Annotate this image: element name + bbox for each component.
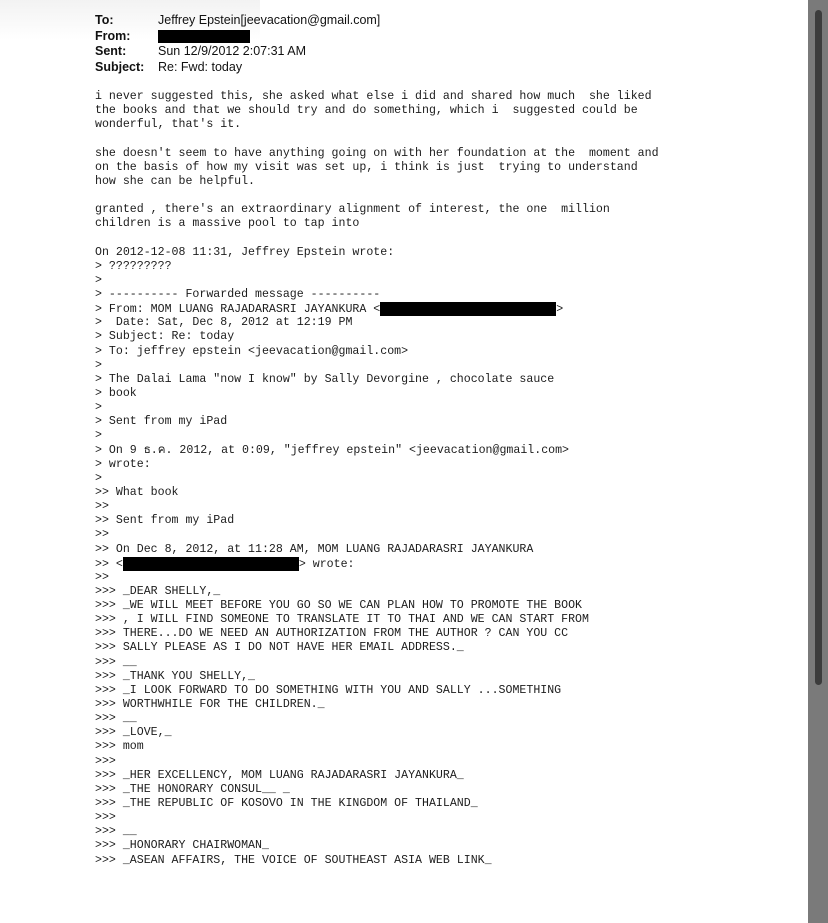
- body-line-text: >>>: [95, 754, 116, 768]
- body-line: [95, 147, 795, 161]
- scrollbar-thumb[interactable]: [815, 10, 822, 685]
- body-line-text: on the basis of how my visit was set up, i think is just trying to understand: [95, 160, 638, 174]
- body-line-text: children is a massive pool to tap into: [95, 217, 360, 231]
- body-line: [95, 769, 795, 783]
- to-value: Jeffrey Epstein[jeevacation@gmail.com]: [158, 13, 381, 27]
- body-line: [95, 302, 795, 316]
- body-line-text: the books and that we should try and do something, which i suggested could be: [95, 104, 638, 118]
- body-line-text: > From: MOM LUANG RAJADARASRI JAYANKURA <: [95, 303, 381, 317]
- body-line-text: >>> __: [95, 825, 137, 839]
- body-line: [95, 316, 795, 330]
- redaction-suffix: >: [556, 303, 564, 317]
- body-line-text: >>> WORTHWHILE FOR THE CHILDREN._: [95, 698, 325, 712]
- body-line-text: >>> _WE WILL MEET BEFORE YOU GO SO WE CAN PLAN HOW TO PROMOTE THE BOOK: [95, 599, 583, 613]
- body-line-text: > Sent from my iPad: [95, 415, 228, 429]
- body-line-text: >>> , I WILL FIND SOMEONE TO TRANSLATE IT TO THAI AND WE CAN START FROM: [95, 613, 589, 627]
- body-line: [95, 557, 795, 571]
- body-line: [95, 132, 795, 146]
- body-line-text: i never suggested this, she asked what else i did and shared how much she liked: [95, 90, 652, 103]
- body-line: [95, 486, 795, 500]
- body-line-text: >> Sent from my iPad: [95, 514, 235, 528]
- body-line-text: granted , there's an extraordinary alignment of interest, the one million: [95, 203, 610, 217]
- subject-label: Subject:: [95, 59, 145, 74]
- body-line: [95, 429, 795, 443]
- sent-value: Sun 12/9/2012 2:07:31 AM: [158, 44, 307, 58]
- body-line: [95, 217, 795, 231]
- body-line-text: > To: jeffrey epstein <jeevacation@gmail.com>: [95, 344, 409, 358]
- body-line-text: > Subject: Re: today: [95, 330, 235, 344]
- body-line-text: >>: [95, 500, 109, 514]
- body-line: [95, 90, 795, 104]
- body-line-text: >>> _I LOOK FORWARD TO DO SOMETHING WITH YOU AND SALLY ...SOMETHING: [95, 683, 562, 697]
- to-row: [95, 13, 380, 29]
- body-line: [95, 755, 795, 769]
- body-line: [95, 189, 795, 203]
- body-line-text: >: [95, 471, 102, 485]
- body-line: [95, 839, 795, 853]
- body-line: [95, 359, 795, 373]
- body-line: [95, 330, 795, 344]
- body-line: [95, 373, 795, 387]
- body-line-text: On 2012-12-08 11:31, Jeffrey Epstein wrote:: [95, 245, 395, 259]
- body-line-text: >>> _ASEAN AFFAIRS, THE VOICE OF SOUTHEAST ASIA WEB LINK_: [95, 853, 492, 867]
- body-line-text: >>> _LOVE,_: [95, 726, 172, 740]
- body-line-text: > The Dalai Lama "now I know" by Sally Devorgine , chocolate sauce: [95, 372, 555, 386]
- body-line: [95, 458, 795, 472]
- body-line-text: >>> THERE...DO WE NEED AN AUTHORIZATION FROM THE AUTHOR ? CAN YOU CC: [95, 627, 569, 641]
- body-line: [95, 288, 795, 302]
- body-line: [95, 797, 795, 811]
- body-line-text: >: [95, 401, 102, 415]
- body-line-text: > Date: Sat, Dec 8, 2012 at 12:19 PM: [95, 316, 353, 330]
- body-line: [95, 726, 795, 740]
- body-line: [95, 175, 795, 189]
- scrollbar[interactable]: [808, 0, 828, 923]
- body-line: [95, 260, 795, 274]
- body-line-text: >>> __: [95, 712, 137, 726]
- body-line-text: >>> __: [95, 655, 137, 669]
- body-line: [95, 543, 795, 557]
- body-line-text: >>> _HONORARY CHAIRWOMAN_: [95, 839, 269, 853]
- body-line: [95, 161, 795, 175]
- body-line-text: >>> _HER EXCELLENCY, MOM LUANG RAJADARASRI JAYANKURA_: [95, 768, 464, 782]
- body-line-text: she doesn't seem to have anything going on with her foundation at the moment and: [95, 146, 659, 160]
- body-line-text: >: [95, 429, 102, 443]
- sent-row: [95, 44, 380, 60]
- body-line-text: >> On Dec 8, 2012, at 11:28 AM, MOM LUANG RAJADARASRI JAYANKURA: [95, 542, 534, 556]
- body-line: [95, 118, 795, 132]
- body-line-text: wonderful, that's it.: [95, 118, 242, 132]
- redaction-box: [158, 30, 250, 43]
- body-line: [95, 345, 795, 359]
- from-row: [95, 29, 380, 45]
- to-label: To:: [95, 13, 114, 27]
- body-line-text: >: [95, 273, 102, 287]
- body-line-text: >>> _THANK YOU SHELLY,_: [95, 669, 256, 683]
- subject-value: Re: Fwd: today: [158, 59, 243, 74]
- body-line: [95, 528, 795, 542]
- subject-row: [95, 60, 380, 76]
- body-line: [95, 641, 795, 655]
- body-line: [95, 613, 795, 627]
- body-line: [95, 585, 795, 599]
- redaction-box: [380, 302, 556, 316]
- body-line: [95, 783, 795, 797]
- body-line: [95, 670, 795, 684]
- sent-label: Sent:: [95, 44, 127, 58]
- body-line: [95, 104, 795, 118]
- body-line: [95, 698, 795, 712]
- body-line: [95, 854, 795, 868]
- body-line: [95, 811, 795, 825]
- from-label: From:: [95, 28, 131, 43]
- body-line-text: > ---------- Forwarded message ----------: [95, 287, 381, 301]
- body-line-text: >>> _THE HONORARY CONSUL__ _: [95, 782, 290, 796]
- body-line: [95, 444, 795, 458]
- body-line: [95, 500, 795, 514]
- body-line-text: > wrote:: [95, 457, 151, 471]
- body-line: [95, 274, 795, 288]
- body-line-text: > ?????????: [95, 259, 172, 273]
- body-line: [95, 514, 795, 528]
- body-line: [95, 684, 795, 698]
- body-line: [95, 599, 795, 613]
- body-line: [95, 415, 795, 429]
- body-line-text: >> <: [95, 557, 123, 571]
- body-line-text: >: [95, 358, 102, 372]
- body-line: [95, 740, 795, 754]
- body-line: [95, 571, 795, 585]
- body-line: [95, 656, 795, 670]
- body-line-text: > On 9 ธ.ค. 2012, at 0:09, "jeffrey epstein" <jeevacation@gmail.com>: [95, 443, 570, 457]
- body-line: [95, 246, 795, 260]
- body-line-text: >>> _DEAR SHELLY,_: [95, 584, 221, 598]
- body-line: [95, 203, 795, 217]
- body-line: [95, 472, 795, 486]
- body-line-text: >> What book: [95, 485, 179, 499]
- email-body: [95, 90, 795, 868]
- body-line: [95, 387, 795, 401]
- body-line: [95, 825, 795, 839]
- body-line-text: >>> SALLY PLEASE AS I DO NOT HAVE HER EMAIL ADDRESS._: [95, 641, 464, 655]
- body-line: [95, 712, 795, 726]
- body-line-text: >>> _THE REPUBLIC OF KOSOVO IN THE KINGDOM OF THAILAND_: [95, 797, 478, 811]
- body-line: [95, 627, 795, 641]
- body-line: [95, 231, 795, 245]
- body-line-text: > book: [95, 386, 137, 400]
- body-line-text: >>: [95, 528, 109, 542]
- redaction-suffix: > wrote:: [298, 557, 355, 571]
- body-line-text: >>>: [95, 811, 116, 825]
- email-header: [95, 13, 380, 75]
- body-line-text: >>: [95, 570, 109, 584]
- body-line-text: how she can be helpful.: [95, 174, 256, 188]
- body-line-text: >>> mom: [95, 740, 144, 754]
- body-line: [95, 401, 795, 415]
- redaction-box: [123, 557, 299, 571]
